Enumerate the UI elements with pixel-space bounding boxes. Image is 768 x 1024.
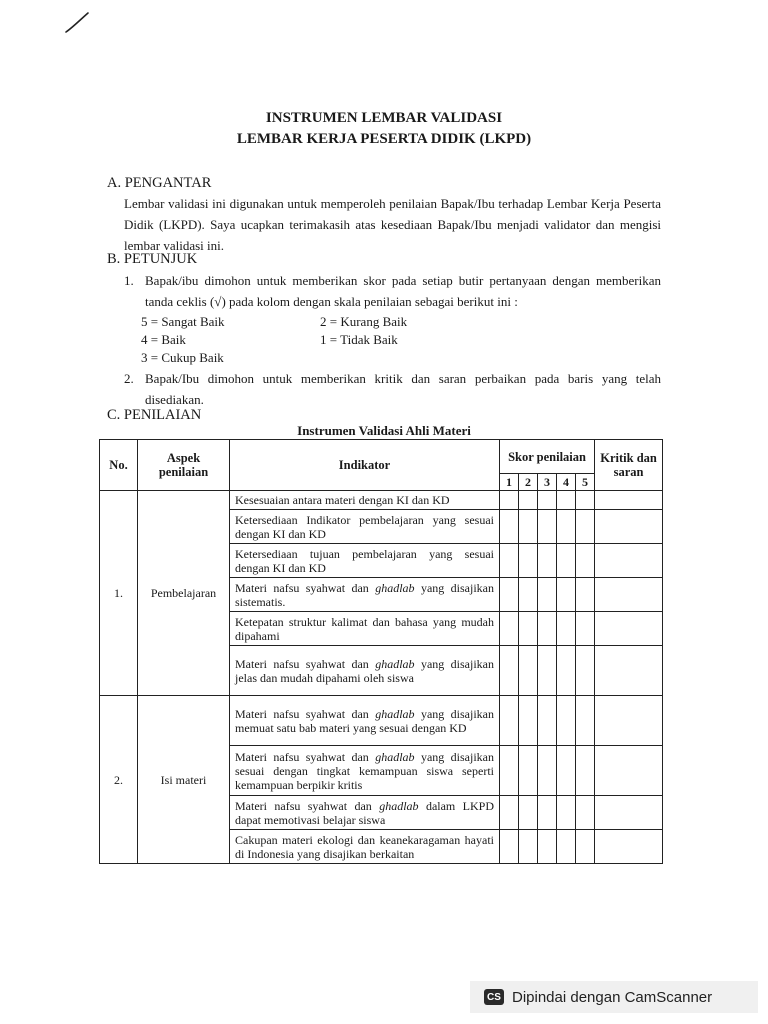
score-cell-4[interactable] — [557, 544, 576, 578]
score-cell-1[interactable] — [500, 510, 519, 544]
scale-3: 3 = Cukup Baik — [141, 350, 224, 365]
score-cell-4[interactable] — [557, 612, 576, 646]
validation-table — [99, 439, 663, 864]
scale-2: 2 = Kurang Baik — [320, 314, 408, 329]
indicator-cell: Cakupan materi ekologi dan keanekaragaman hayati di Indonesia yang disajikan berkaitan — [230, 830, 500, 864]
camscanner-logo-icon: CS — [484, 989, 504, 1005]
section-a-text: Lembar validasi ini digunakan untuk memperoleh penilaian Bapak/Ibu terhadap Lembar Kerja Peserta Didik (LKPD). Saya ucapkan terimakasih atas kesediaan Bapak/Ibu menjadi validator dan mengisi lembar validasi ini. — [124, 196, 661, 253]
indicator-cell: Materi nafsu syahwat dan ghadlab yang disajikan sesuai dengan tingkat kemampuan siswa seperti kemampuan berpikir kritis — [230, 746, 500, 796]
kritik-cell[interactable] — [595, 544, 663, 578]
score-cell-1[interactable] — [500, 796, 519, 830]
indicator-cell: Kesesuaian antara materi dengan KI dan KD — [230, 491, 500, 510]
table-caption: Instrumen Validasi Ahli Materi — [297, 423, 471, 438]
score-cell-3[interactable] — [538, 830, 557, 864]
score-cell-5[interactable] — [576, 696, 595, 746]
header-score-4: 4 — [557, 474, 576, 491]
score-cell-1[interactable] — [500, 612, 519, 646]
score-cell-5[interactable] — [576, 612, 595, 646]
scale-5: 5 = Sangat Baik — [141, 314, 225, 329]
kritik-cell[interactable] — [595, 746, 663, 796]
header-score-2: 2 — [519, 474, 538, 491]
score-cell-2[interactable] — [519, 612, 538, 646]
camscanner-watermark — [470, 981, 758, 1013]
kritik-cell[interactable] — [595, 578, 663, 612]
indicator-cell: Ketersediaan Indikator pembelajaran yang sesuai dengan KI dan KD — [230, 510, 500, 544]
item-2-number: 2. — [124, 371, 134, 386]
score-cell-5[interactable] — [576, 578, 595, 612]
score-cell-1[interactable] — [500, 646, 519, 696]
header-kritik: Kritik dan saran — [595, 440, 663, 491]
score-cell-3[interactable] — [538, 796, 557, 830]
score-cell-1[interactable] — [500, 696, 519, 746]
score-cell-5[interactable] — [576, 746, 595, 796]
row-number: 2. — [100, 696, 138, 864]
aspect-cell: Pembelajaran — [138, 491, 230, 696]
score-cell-2[interactable] — [519, 578, 538, 612]
header-score-5: 5 — [576, 474, 595, 491]
item-1-number: 1. — [124, 273, 134, 288]
section-c-heading: C. PENILAIAN — [107, 407, 202, 423]
section-a-heading: A. PENGANTAR — [107, 175, 212, 191]
indicator-cell: Materi nafsu syahwat dan ghadlab dalam LKPD dapat memotivasi belajar siswa — [230, 796, 500, 830]
score-cell-2[interactable] — [519, 696, 538, 746]
kritik-cell[interactable] — [595, 510, 663, 544]
score-cell-3[interactable] — [538, 578, 557, 612]
document-title: INSTRUMEN LEMBAR VALIDASI — [265, 110, 503, 126]
aspect-cell: Isi materi — [138, 696, 230, 864]
score-cell-3[interactable] — [538, 646, 557, 696]
header-score-3: 3 — [538, 474, 557, 491]
score-cell-1[interactable] — [500, 830, 519, 864]
indicator-cell: Materi nafsu syahwat dan ghadlab yang disajikan sistematis. — [230, 578, 500, 612]
kritik-cell[interactable] — [595, 696, 663, 746]
score-cell-5[interactable] — [576, 796, 595, 830]
score-cell-1[interactable] — [500, 746, 519, 796]
score-cell-5[interactable] — [576, 646, 595, 696]
score-cell-2[interactable] — [519, 830, 538, 864]
score-cell-4[interactable] — [557, 696, 576, 746]
document-subtitle: LEMBAR KERJA PESERTA DIDIK (LKPD) — [236, 131, 532, 147]
score-cell-5[interactable] — [576, 510, 595, 544]
pen-stroke-mark — [64, 10, 90, 36]
item-2-text: Bapak/Ibu dimohon untuk memberikan kritik dan saran perbaikan pada baris yang telah disediakan. — [145, 371, 661, 407]
score-cell-5[interactable] — [576, 491, 595, 510]
score-cell-2[interactable] — [519, 491, 538, 510]
score-cell-3[interactable] — [538, 544, 557, 578]
score-cell-3[interactable] — [538, 510, 557, 544]
section-b-heading: B. PETUNJUK — [107, 251, 198, 267]
score-cell-3[interactable] — [538, 746, 557, 796]
kritik-cell[interactable] — [595, 491, 663, 510]
score-cell-5[interactable] — [576, 544, 595, 578]
table-row — [100, 696, 663, 746]
header-indikator: Indikator — [230, 440, 500, 491]
score-cell-2[interactable] — [519, 510, 538, 544]
score-cell-2[interactable] — [519, 746, 538, 796]
score-cell-4[interactable] — [557, 646, 576, 696]
score-cell-4[interactable] — [557, 510, 576, 544]
score-cell-3[interactable] — [538, 491, 557, 510]
header-skor: Skor penilaian — [500, 440, 595, 474]
score-cell-2[interactable] — [519, 544, 538, 578]
score-cell-3[interactable] — [538, 612, 557, 646]
score-cell-5[interactable] — [576, 830, 595, 864]
table-row — [100, 491, 663, 510]
score-cell-1[interactable] — [500, 578, 519, 612]
kritik-cell[interactable] — [595, 796, 663, 830]
indicator-cell: Ketepatan struktur kalimat dan bahasa yang mudah dipahami — [230, 612, 500, 646]
score-cell-1[interactable] — [500, 544, 519, 578]
kritik-cell[interactable] — [595, 646, 663, 696]
scale-4: 4 = Baik — [141, 332, 186, 347]
watermark-text: Dipindai dengan CamScanner — [512, 988, 713, 1006]
score-cell-4[interactable] — [557, 578, 576, 612]
kritik-cell[interactable] — [595, 612, 663, 646]
kritik-cell[interactable] — [595, 830, 663, 864]
score-cell-1[interactable] — [500, 491, 519, 510]
row-number: 1. — [100, 491, 138, 696]
indicator-cell: Materi nafsu syahwat dan ghadlab yang disajikan memuat satu bab materi yang sesuai dengan KD — [230, 696, 500, 746]
score-cell-4[interactable] — [557, 796, 576, 830]
header-no: No. — [100, 440, 138, 491]
score-cell-4[interactable] — [557, 830, 576, 864]
header-aspek: Aspek penilaian — [138, 440, 230, 491]
indicator-cell: Materi nafsu syahwat dan ghadlab yang disajikan jelas dan mudah dipahami oleh siswa — [230, 646, 500, 696]
score-cell-4[interactable] — [557, 746, 576, 796]
item-1-text: Bapak/ibu dimohon untuk memberikan skor pada setiap butir pertanyaan dengan memberikan tanda ceklis (√) pada kolom dengan skala penilaian sebagai berikut ini : — [145, 273, 661, 309]
scale-1: 1 = Tidak Baik — [320, 332, 398, 347]
score-cell-2[interactable] — [519, 796, 538, 830]
score-cell-3[interactable] — [538, 696, 557, 746]
score-cell-4[interactable] — [557, 491, 576, 510]
header-score-1: 1 — [500, 474, 519, 491]
indicator-cell: Ketersediaan tujuan pembelajaran yang sesuai dengan KI dan KD — [230, 544, 500, 578]
score-cell-2[interactable] — [519, 646, 538, 696]
